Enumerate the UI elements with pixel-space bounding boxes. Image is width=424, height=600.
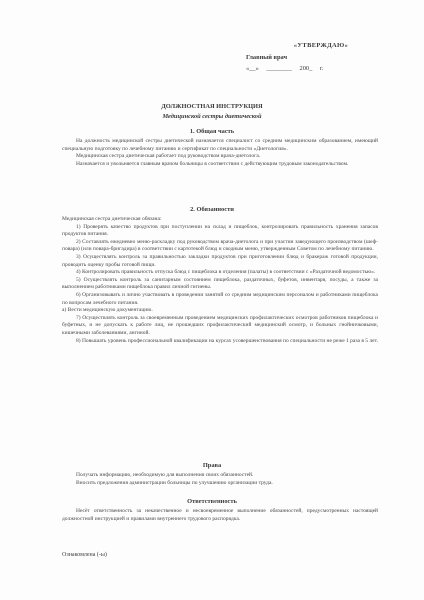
paragraph: Несёт ответственность за некачественное и несвоевременное выполнение обязанностей, предусмотренных настоящей должностной инструкцией и правилами внутреннего трудового распорядка. bbox=[62, 508, 378, 522]
approval-date-line: «__» ________ 200_ г. bbox=[246, 65, 324, 72]
section-heading-duties: 2. Обязанности bbox=[190, 206, 234, 213]
approval-title: «УТВЕРЖДАЮ» bbox=[293, 42, 349, 49]
section-heading-rights: Права bbox=[202, 462, 222, 469]
paragraph: Получать информацию, необходимую для выполнения своих обязанностей. bbox=[76, 472, 254, 478]
paragraph: Вносить предложения администрации больницы по улучшению организации труда. bbox=[76, 479, 273, 486]
section-heading-general: 1. Общая часть bbox=[189, 128, 235, 135]
approval-block bbox=[246, 40, 396, 75]
section-duties-body bbox=[62, 216, 378, 345]
section-responsibility-body bbox=[62, 508, 378, 523]
paragraph: 5) Осуществлять контроль за санитарным состоянием пищеблока, раздаточных, буфетов, инвентаря, посуды, а также за выполнением работниками пищеблока правил личной гигиены. bbox=[62, 276, 378, 291]
section-general-body bbox=[62, 138, 378, 168]
approval-position: Главный врач bbox=[246, 53, 288, 61]
paragraph: а) Вести медицинскую документацию. bbox=[62, 307, 153, 314]
paragraph: На должность медицинской сестры диетической назначается специалист со средним медицинским образованием, имеющий специальную подготовку по лечебному питанию и сертификат по специальности «Диетология». bbox=[62, 138, 378, 152]
paragraph: 2) Составлять ежедневно меню-раскладку под руководством врача-диетолога и при участии заведующего производством (шеф-повара) (или повара-бригадира) в соответствии с картотекой блюд и сводным меню, утвержденным Советом по лечебному питанию. bbox=[62, 238, 378, 253]
paragraph: 4) Контролировать правильность отпуска блюд с пищеблока в отделения (палаты) в соответствии с «Раздаточной ведомостью». bbox=[76, 269, 376, 276]
paragraph: 8) Повышать уровень профессиональной квалификации на курсах усовершенствования по специальности не реже 1 раза в 5 лет. bbox=[76, 337, 378, 344]
signature-acknowledgement: Ознакомлена (-ы) bbox=[62, 552, 107, 558]
section-heading-responsibility: Ответственность bbox=[187, 498, 237, 505]
document-subtitle: Медицинской сестры диетической bbox=[162, 113, 262, 120]
paragraph: 3) Осуществлять контроль за правильностью закладки продуктов при приготовлении блюд и бракераж готовой продукции, проводить оценку пробы готовой пищи. bbox=[62, 253, 378, 268]
section-rights-body bbox=[62, 472, 378, 487]
paragraph: 1) Проверять качество продуктов при поступлении на склад и пищеблок, контролировать правильность хранения запасов продуктов питания. bbox=[62, 223, 378, 238]
paragraph: Медицинская сестра диетическая обязана: bbox=[62, 216, 162, 222]
paragraph: Медицинская сестра диетическая работает под руководством врача-диетолога. bbox=[76, 153, 261, 160]
paragraph: 7) Осуществлять контроль за своевременным проведением медицинских профилактических осмотров работников пищеблока и буфетных, и не допускать к работе лиц, не прошедших профилактический медицинский осмотр, и больных гнойничковыми, кишечными заболеваниями, ангиной. bbox=[62, 314, 378, 336]
paragraph: 6) Организовывать и лично участвовать в проведении занятий со средним медицинским персоналом и работниками пищеблока по вопросам лечебного питания. bbox=[62, 291, 378, 306]
paragraph: Назначается и увольняется главным врачом больницы в соответствии с действующим трудовым законодательством. bbox=[76, 160, 349, 167]
document-title: ДОЛЖНОСТНАЯ ИНСТРУКЦИЯ bbox=[161, 103, 263, 110]
